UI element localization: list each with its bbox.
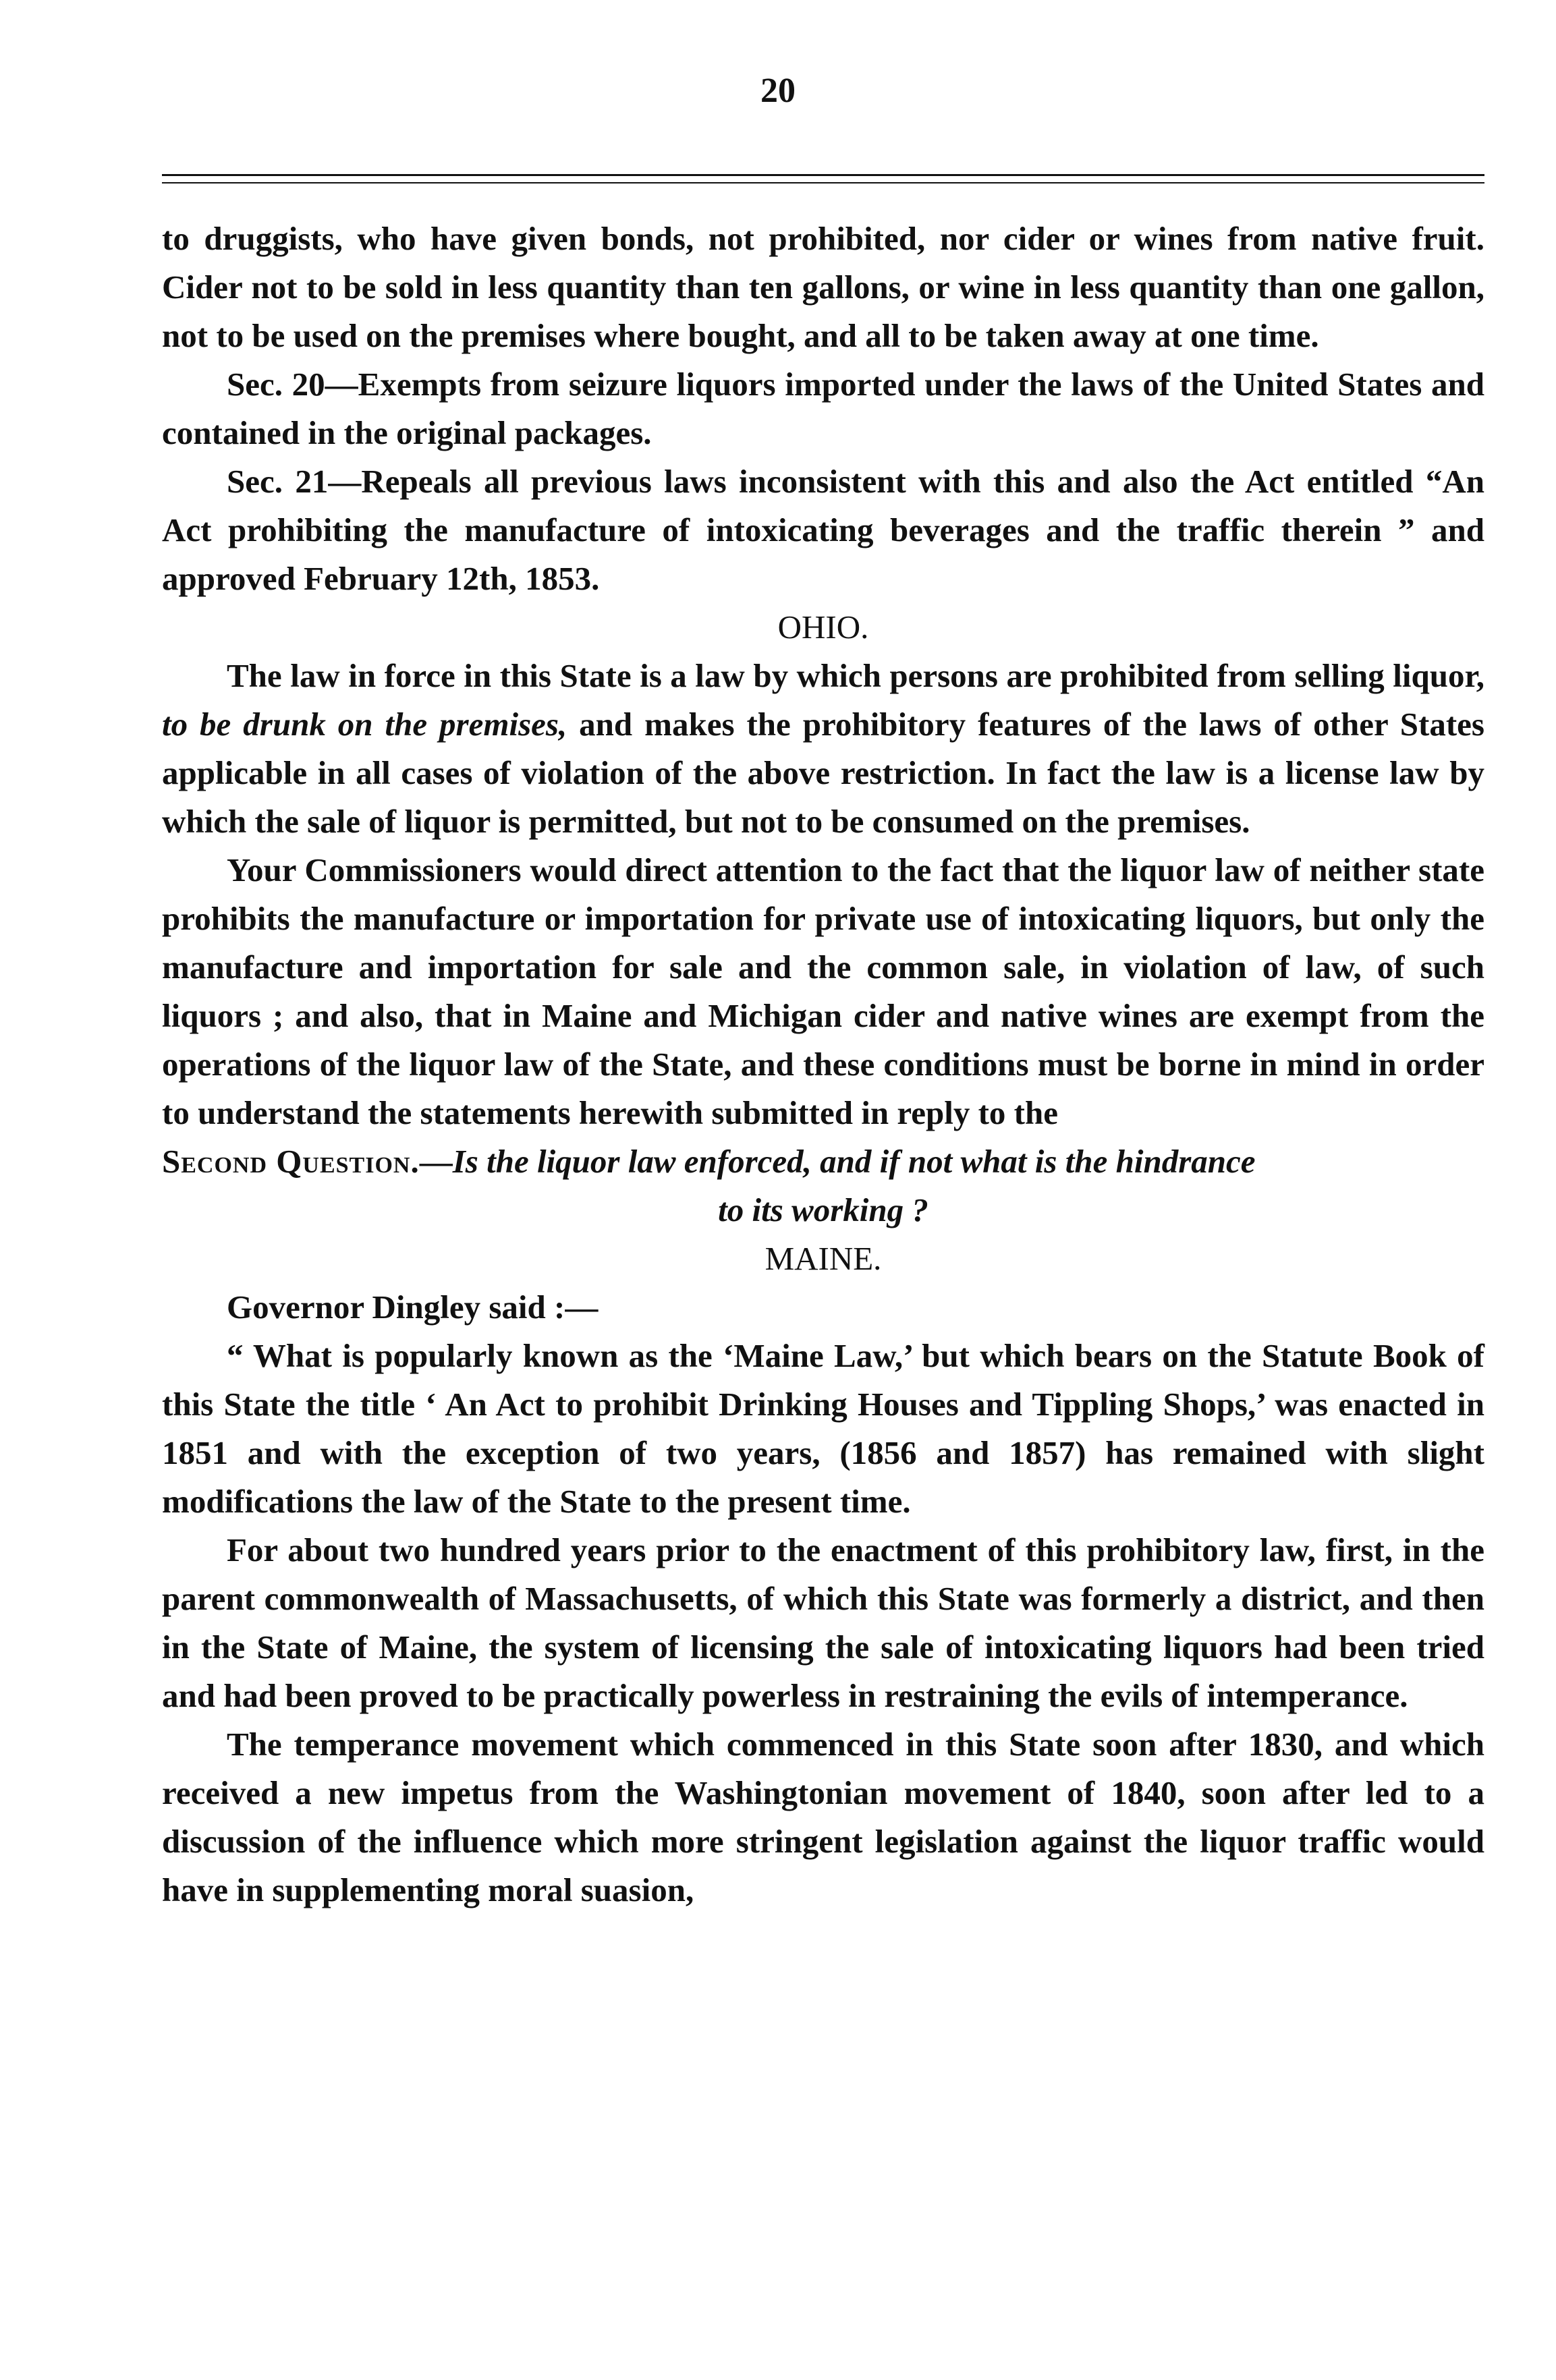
second-question-dash: — bbox=[419, 1143, 453, 1180]
header-rule-bottom bbox=[162, 182, 1484, 183]
second-question-label: Second Question. bbox=[162, 1143, 420, 1180]
section-heading-ohio: OHIO. bbox=[777, 608, 869, 646]
header-rule-top bbox=[162, 174, 1484, 176]
second-question-text-continued: to its working ? bbox=[718, 1191, 928, 1228]
paragraph-ohio-law bbox=[162, 652, 1484, 846]
paragraph-governor-dingley: Governor Dingley said :— bbox=[227, 1288, 599, 1326]
second-question-text: Is the liquor law enforced, and if not what is the hindrance bbox=[452, 1143, 1256, 1180]
page-number: 20 bbox=[760, 72, 796, 110]
section-heading-maine: MAINE. bbox=[765, 1240, 882, 1277]
paragraph-ohio-law-italic: to be drunk on the premises, bbox=[162, 706, 567, 743]
paragraph-commissioners: Your Commissioners would direct attention to the fact that the liquor law of neither state prohibits the manufacture or importation for private use of intoxicating liquors, but only the manufacture and importation for sale and the common sale, in violation of law, of such liquors ; and also, that in Maine and Michigan cider and native wines are exempt from the operations of the liquor law of the State, and these conditions must be borne in mind in order to understand the statements herewith submitted in reply to the bbox=[162, 851, 1484, 1131]
page-body bbox=[162, 215, 1484, 1915]
paragraph-1: to druggists, who have given bonds, not prohibited, nor cider or wines from native fruit. Cider not to be sold in less quantity than ten gallons, or wine in less quantity than one gallon, not to be used on the premises where bought, and all to be taken away at one time. bbox=[162, 220, 1484, 354]
second-question bbox=[162, 1137, 1484, 1186]
paragraph-sec-21: Sec. 21—Repeals all previous laws inconsistent with this and also the Act entitled “An Act prohibiting the manufacture of intoxicating beverages and the traffic therein ” and approved February 12th, 1853. bbox=[162, 463, 1484, 597]
paragraph-maine-law-quote: “ What is popularly known as the ‘Maine Law,’ but which bears on the Statute Book of this State the title ‘ An Act to prohibit Drinking Houses and Tippling Shops,’ was enacted in 1851 and with the exception of two years, (1856 and 1857) has remained with slight modifications the law of the State to the present time. bbox=[162, 1337, 1484, 1520]
paragraph-ohio-law-end: and makes the prohibitory features of the laws of other States applicable in all cases of violation of the above restriction. In fact the law is a license law by which the sale of liquor is permitted, but not to be consumed on the premises. bbox=[162, 706, 1485, 840]
paragraph-temperance-movement: The temperance movement which commenced in this State soon after 1830, and which received a new impetus from the Washingtonian movement of 1840, soon after led to a discussion of the influence which more stringent legislation against the liquor traffic would have in supplementing moral suasion, bbox=[162, 1726, 1484, 1908]
paragraph-ohio-law-start: The law in force in this State is a law by which persons are prohibited from selling liquor, bbox=[227, 657, 1484, 694]
paragraph-licensing-history: For about two hundred years prior to the enactment of this prohibitory law, first, in the parent commonwealth of Massachusetts, of which this State was formerly a district, and then in the State of Maine, the system of licensing the sale of intoxicating liquors had been tried and had been proved to be practically powerless in restraining the evils of intemperance. bbox=[162, 1531, 1484, 1714]
paragraph-sec-20: Sec. 20—Exempts from seizure liquors imported under the laws of the United States and contained in the original packages. bbox=[162, 366, 1484, 451]
